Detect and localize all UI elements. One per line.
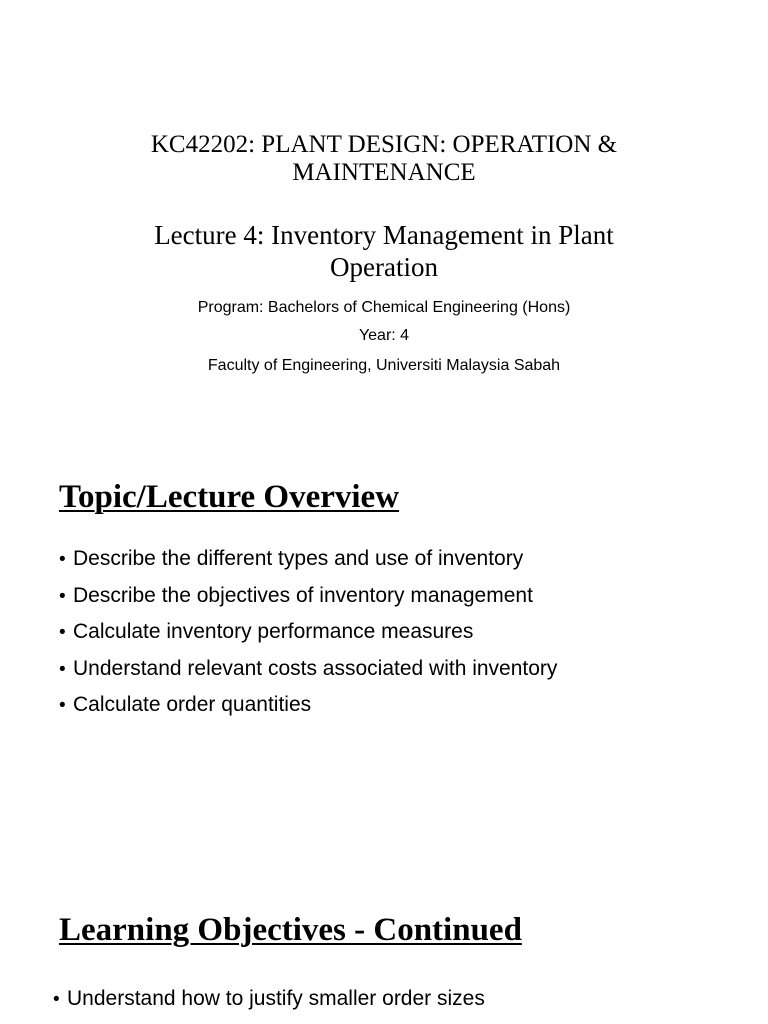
objectives-bullet-list	[53, 981, 485, 1018]
bullet-icon: •	[59, 549, 66, 570]
list-item	[59, 614, 557, 651]
list-item-text: Calculate order quantities	[73, 693, 312, 716]
list-item	[59, 578, 557, 615]
bullet-icon: •	[59, 695, 66, 716]
list-item	[59, 541, 557, 578]
bullet-icon: •	[59, 622, 66, 643]
program-line: Program: Bachelors of Chemical Engineering (Hons)	[197, 299, 571, 316]
list-item-text: Calculate inventory performance measures	[73, 620, 474, 643]
course-title: KC42202: PLANT DESIGN: OPERATION & MAINTENANCE	[150, 131, 618, 186]
objectives-heading: Learning Objectives - Continued	[59, 912, 522, 948]
bullet-icon: •	[53, 989, 60, 1010]
bullet-icon: •	[59, 658, 66, 680]
lecture-title: Lecture 4: Inventory Management in Plant Operation	[154, 220, 614, 282]
list-item-text: Understand how to justify smaller order sizes	[67, 987, 485, 1010]
overview-bullet-list	[59, 541, 557, 724]
list-item	[59, 687, 557, 724]
year-line: Year: 4	[358, 327, 410, 344]
list-item	[53, 981, 485, 1018]
overview-heading: Topic/Lecture Overview	[59, 479, 400, 515]
list-item-text: Describe the different types and use of inventory	[73, 547, 524, 570]
list-item-text: Describe the objectives of inventory management	[73, 583, 533, 607]
list-item	[59, 651, 557, 688]
list-item-text: Understand relevant costs associated with inventory	[73, 656, 558, 680]
faculty-line: Faculty of Engineering, Universiti Malaysia Sabah	[207, 357, 561, 374]
bullet-icon: •	[59, 585, 66, 607]
